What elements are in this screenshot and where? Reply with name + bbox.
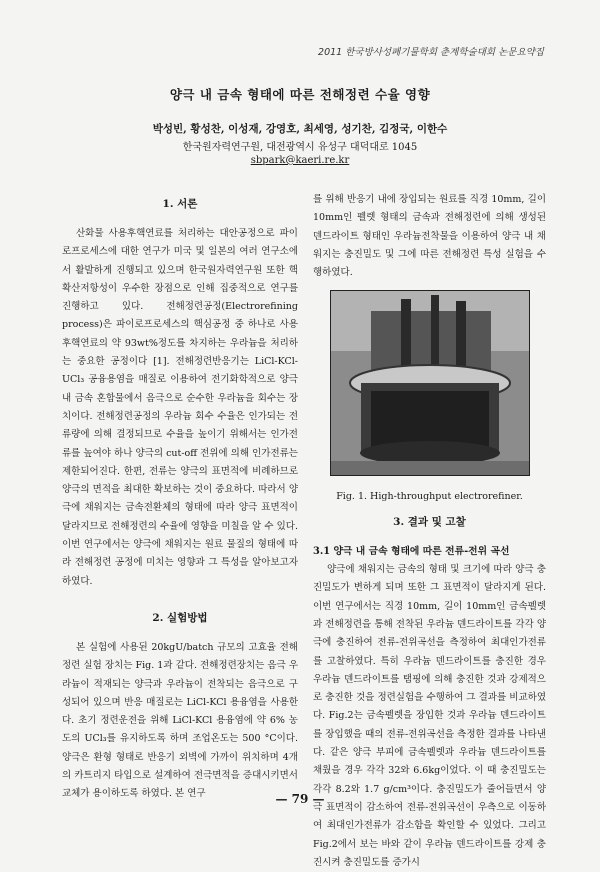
paper-title: 양극 내 금속 형태에 따른 전해정련 수율 영향 <box>169 87 431 102</box>
left-column <box>62 191 298 804</box>
section-heading-method: 2. 실험방법 <box>152 611 208 624</box>
page-number: — 79 — <box>275 792 325 806</box>
subsection-heading: 3.1 양극 내 금속 형태에 따른 전류-전위 곡선 <box>313 545 510 557</box>
section-heading-results: 3. 결과 및 고찰 <box>393 515 466 528</box>
results-paragraph: 양극에 채워지는 금속의 형태 및 크기에 따라 양극 충진밀도가 변하게 되며 또한 그 표면적이 달라지게 된다. 이번 연구에서는 직경 10mm, 길이 10mm인 금속펠렛과 전해정련을 통해 전착된 우라늄 덴드라이트를 각각 양극에 충진하여 전류-전위곡선을 측정하여 최대인가전류를 고찰하였다. 특히 우라늄 덴드라이트를 충진한 경우 우라늄 덴드라이트를 탬핑에 의해 충진한 것과 강제적으로 충진한 것을 정련실험을 수행하여 그 결과를 비교하였다. Fig.2는 금속펠렛을 장입한 것과 우라늄 덴드라이트를 장입했을 때의 전류-전위곡선을 측정한 결과를 나타낸다. 같은 양극 부피에 금속펠렛과 우라늄 덴드라이트를 채웠을 경우 각각 32와 6.6kg이었다. 이 때 충진밀도는 각각 8.2와 1.7 g/cm³이다. 충진밀도가 줄어들면서 양극 표면적이 감소하여 전류-전위곡선이 우측으로 이동하여 최대인가전류가 감소함을 확인할 수 있었다. 그리고 Fig.2에서 보는 바와 같이 우라늄 덴드라이트를 강제 충진시켜 충진밀도를 증가시 <box>313 564 546 868</box>
affiliation: 한국원자력연구원, 대전광역시 유성구 대덕대로 1045 <box>182 142 418 153</box>
right-column <box>313 191 546 872</box>
method-paragraph: 본 실험에 사용된 20kgU/batch 규모의 고효율 전해정련 실험 장치는 Fig. 1과 같다. 전해정련장치는 음극 우라늄이 적재되는 양극과 우라늄이 전착되는 음극으로 구성되어 있으며 반응 매질로는 LiCl-KCl 용융염을 사용한다. 초기 정련운전을 위해 LiCl-KCl 용융염에 약 6% 농도의 UCl₃를 유지하도록 하며 조업온도는 500 °C이다. 양극은 환형 형태로 반응기 외벽에 가까이 위치하며 4개의 카트리지 타입으로 설계하여 전극면적을 증대시키면서 교체가 용이하도록 하였다. 본 연구 <box>62 641 298 800</box>
running-header: 2011 한국방사성폐기물학회 춘계학술대회 논문요약집 <box>318 47 544 58</box>
author-list: 박성빈, 황성찬, 이성재, 강영호, 최세영, 성기찬, 김정국, 이한수 <box>152 123 448 135</box>
electrorefiner-photo <box>330 290 530 476</box>
intro-paragraph: 산화물 사용후핵연료를 처리하는 대안공정으로 파이로프로세스에 대한 연구가 미국 및 일본의 여러 연구소에서 활발하게 진행되고 있으며 한국원자력연구원 또한 핵확산저항성이 우수한 장점으로 인해 집중적으로 연구를 진행하고 있다. 전해정련공정(Electrorefining process)은 파이로프로세스의 핵심공정 중 하나로 사용후핵연료의 약 93wt%정도를 차지하는 우라늄을 처리하는 중요한 공정이다 [1]. 전해정련반응기는 LiCl-KCl-UCl₃ 공융용염을 매질로 이용하여 전기화학적으로 양극 내 금속 혼합물에서 음극으로 순수한 우라늄을 회수는 장치이다. 전해정련공정의 우라늄 회수 수율은 인가되는 전류량에 의해 결정되므로 수율을 높이기 위해서는 인가전류를 높여야 하나 양극의 cut-off 전위에 의해 인가전류는 제한되어진다. 한편, 전류는 양극의 표면적에 비례하므로 양극의 면적을 최대한 확보하는 것이 중요하다. 따라서 양극에 채워지는 금속전환체의 형태에 따라 양극 표면적이 달라지므로 전해정련의 수율에 영향을 미칠을 알 수 있다. 이번 연구에서는 양극에 채워지는 원료 물질의 형태에 따라 전해정련 공정에 미치는 영향과 그 특성을 알아보고자 하였다. <box>62 228 298 587</box>
author-email[interactable]: sbpark@kaeri.re.kr <box>250 155 350 166</box>
figure-caption: Fig. 1. High-throughput electrorefiner. <box>336 491 523 503</box>
section-heading-intro: 1. 서론 <box>162 198 198 210</box>
method-continuation: 를 위해 반응기 내에 장입되는 원료를 직경 10mm, 길이 10mm인 펠렛 형태의 금속과 전해정련에 의해 생성된 덴드라이트 형태인 우라늄전착물을 이용하여 양극 내 채워지는 충진밀도 및 그에 따른 전해정련 특성 실험을 수행하였다. <box>313 194 546 279</box>
